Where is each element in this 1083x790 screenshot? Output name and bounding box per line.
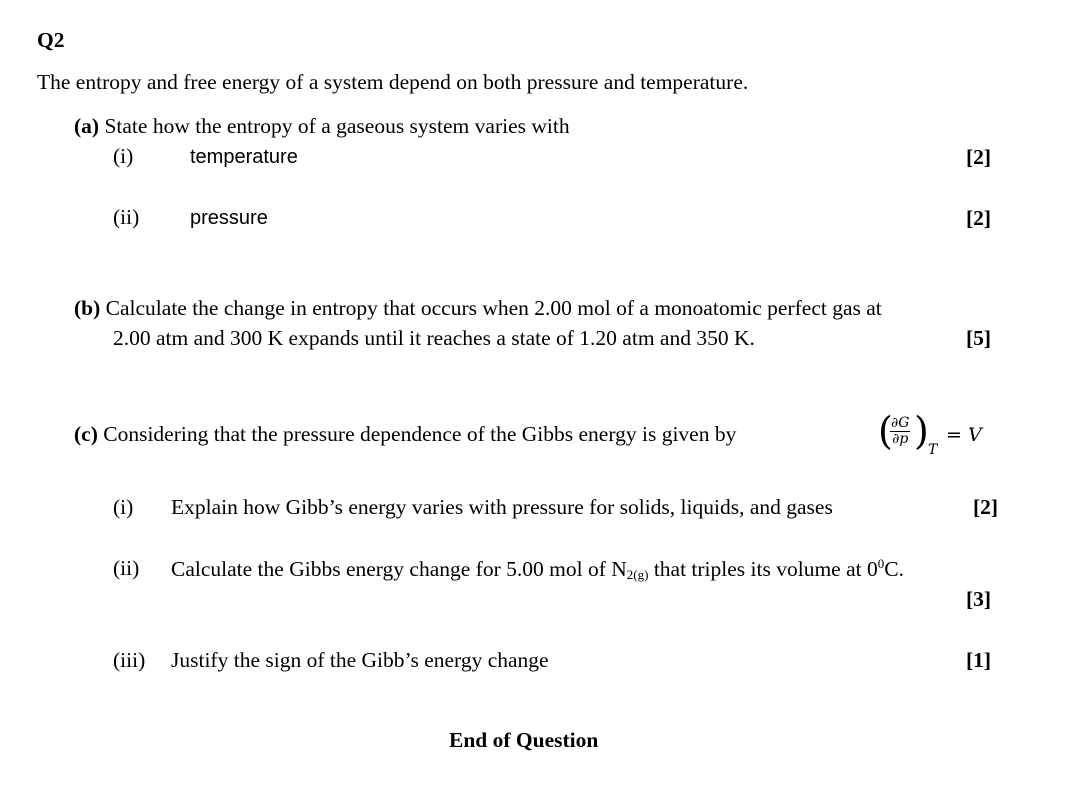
part-c-iii-text: Justify the sign of the Gibb’s energy change <box>171 648 549 672</box>
formula-rhs: = V <box>946 424 982 446</box>
part-c-ii-text-mid: that triples its volume at 0 <box>648 557 878 581</box>
part-c-stem <box>74 422 736 447</box>
part-a-stem <box>74 114 570 139</box>
part-a-label: (a) <box>74 114 100 138</box>
part-c-ii-text <box>171 556 904 583</box>
end-of-question: End of Question <box>449 728 599 752</box>
part-c-text: Considering that the pressure dependence of the Gibbs energy is given by <box>103 422 737 446</box>
part-c-ii-text-before: Calculate the Gibbs energy change for 5.00 mol of N <box>171 557 627 581</box>
part-c-ii-number: (ii) <box>113 556 140 580</box>
degree-superscript: 0 <box>877 556 885 571</box>
formula-subscript: T <box>928 442 938 458</box>
part-a-i-marks: [2] <box>966 145 992 169</box>
part-b-text-line2: 2.00 atm and 300 K expands until it reaches a state of 1.20 atm and 350 K. <box>113 326 755 350</box>
part-a-text: State how the entropy of a gaseous system varies with <box>104 114 570 138</box>
question-number: Q2 <box>37 28 65 52</box>
part-c-iii-number: (iii) <box>113 648 146 672</box>
part-a-ii-number: (ii) <box>113 205 140 229</box>
n2-gas-subscript: 2(g) <box>626 567 649 582</box>
part-b-text-line1: Calculate the change in entropy that occurs when 2.00 mol of a monoatomic perfect gas at <box>105 296 882 320</box>
part-b-marks: [5] <box>966 326 992 350</box>
part-c-i-marks: [2] <box>973 495 999 519</box>
part-a-i-text: temperature <box>190 146 298 168</box>
part-a-i-number: (i) <box>113 144 134 168</box>
part-b-label: (b) <box>74 296 101 320</box>
part-a-ii-text: pressure <box>190 207 268 229</box>
part-c-ii-marks: [3] <box>966 587 992 611</box>
question-intro: The entropy and free energy of a system depend on both pressure and temperature. <box>37 70 749 94</box>
formula-denominator: ∂p <box>892 431 909 448</box>
part-c-ii-text-after: C. <box>884 557 904 581</box>
part-b-line1 <box>74 296 882 321</box>
formula-numerator: ∂G <box>891 415 910 431</box>
exam-page: Q2 The entropy and free energy of a system depend on both pressure and temperature. (a) State how the entropy of a gaseous system varies with (i) temperature [2] (ii) pressure [2] (b) Calculate the change in entropy that occurs when 2.00 mol of a monoatomic perfect gas at 2.00 atm and 300 K expands until it reaches a state of 1.20 atm and 350 K. [5] (c) Considering that the pressure dependence of the Gibbs energy is given by ( $\frac{\partial G}{\partial p}$ ) T = V (i) Explain how Gibb’s energy varies with pressure for solids, liquids, and gases [2] (ii) Calculate the Gibbs energy change for 5.00 mol of $N_{2(g)}$ that triples its volume at $0^0C$. [3] (iii) Justify the sign of the Gibb’s energy change [1] End of Question <box>37 28 999 752</box>
part-a-ii-marks: [2] <box>966 206 992 230</box>
part-c-i-number: (i) <box>113 495 134 519</box>
part-c-iii-marks: [1] <box>966 648 992 672</box>
part-c-i-text: Explain how Gibb’s energy varies with pressure for solids, liquids, and gases <box>171 495 833 519</box>
part-c-label: (c) <box>74 422 98 446</box>
